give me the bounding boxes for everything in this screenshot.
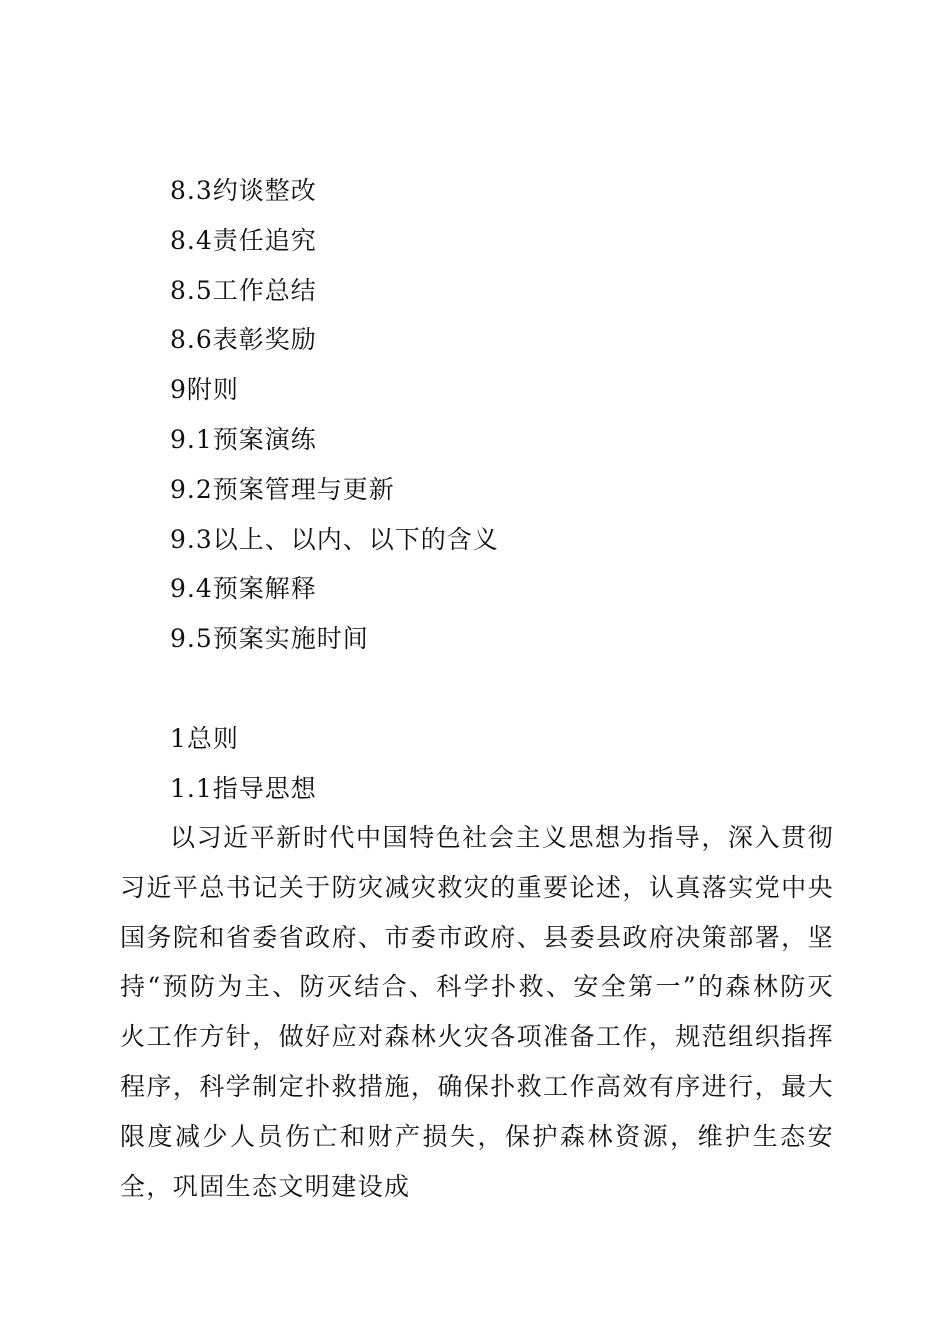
table-of-contents — [170, 166, 870, 664]
toc-item-8-6: 8.6表彰奖励 — [170, 325, 317, 355]
toc-item-9-2: 9.2预案管理与更新 — [170, 474, 395, 504]
toc-item-8-3: 8.3约谈整改 — [170, 176, 317, 205]
chapter-heading: 1总则 — [170, 724, 239, 753]
sub-heading: 1.1指导思想 — [170, 773, 317, 803]
toc-item-9-3: 9.3以上、以内、以下的含义 — [170, 524, 499, 554]
section-general — [170, 714, 870, 814]
toc-item-9: 9附则 — [170, 375, 239, 405]
guiding-thought-paragraph: 以习近平新时代中国特色社会主义思想为指导，深入贯彻习近平总书记关于防灾减灾救灾的重要论述，认真落实党中央国务院和省委省政府、市委市政府、县委县政府决策部署，坚持“预防为主、防灭结合、科学扑救、安全第一”的森林防灭火工作方针，做好应对森林火灾各项准备工作，规范组织指挥程序，科学制定扑救措施，确保扑救工作高效有序进行，最大限度减少人员伤亡和财产损失，保护森林资源，维护生态安全，巩固生态文明建设成 — [120, 823, 834, 1201]
toc-item-9-4: 9.4预案解释 — [170, 574, 317, 604]
toc-item-9-5: 9.5预案实施时间 — [170, 624, 369, 654]
toc-item-8-5: 8.5工作总结 — [170, 275, 317, 305]
toc-item-9-1: 9.1预案演练 — [170, 424, 317, 454]
toc-item-8-4: 8.4责任追究 — [170, 225, 317, 255]
